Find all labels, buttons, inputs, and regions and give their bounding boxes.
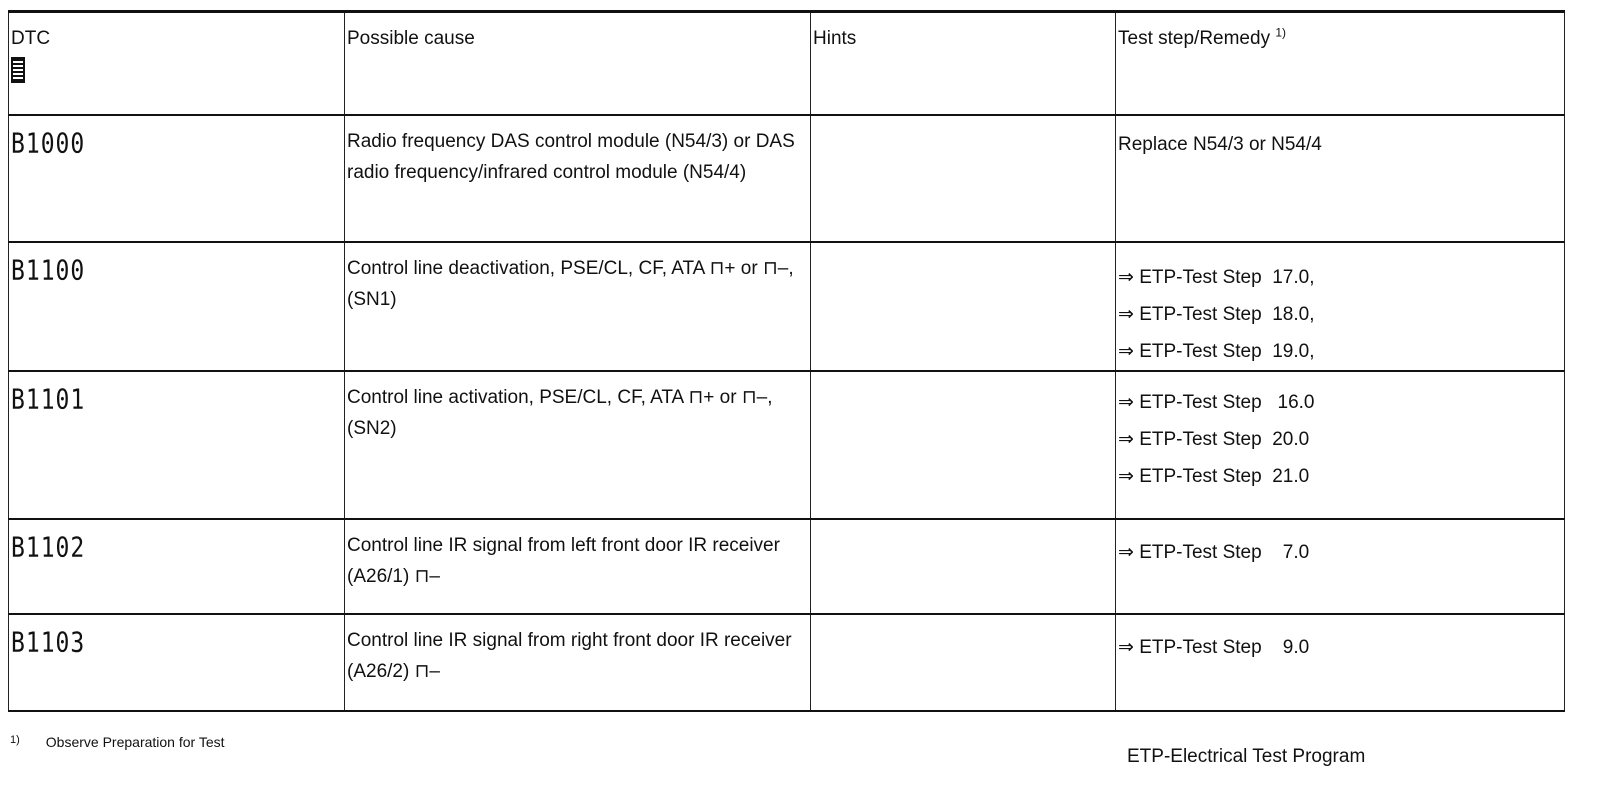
diagnosis-tester-icon: [11, 57, 25, 83]
dtc-code: B1000: [11, 127, 86, 160]
cause-text: Control line IR signal from right front door IR receiver (A26/2) ⊓–: [347, 629, 792, 682]
test-step-line: ⇒ ETP-Test Step 18.0,: [1118, 303, 1315, 325]
header-hints-label: Hints: [813, 28, 857, 49]
cause-text: Radio frequency DAS control module (N54/3) or DAS radio frequency/infrared control module (N54/4): [347, 130, 795, 183]
dtc-code: B1100: [11, 254, 86, 287]
test-step-line: ⇒ ETP-Test Step 16.0: [1118, 391, 1315, 413]
header-possible-cause-label: Possible cause: [347, 28, 475, 49]
etp-legend: ETP-Electrical Test Program: [1127, 746, 1366, 767]
header-dtc-label: DTC: [11, 28, 51, 49]
dtc-code: B1102: [11, 531, 86, 564]
header-test-step-label: Test step/Remedy: [1118, 28, 1271, 49]
cause-cell: [345, 371, 811, 519]
table-row: [9, 242, 1565, 371]
cause-cell: [345, 519, 811, 614]
cause-cell: [345, 614, 811, 711]
test-step-line: ⇒ ETP-Test Step 19.0,: [1118, 340, 1315, 362]
dtc-cell: [9, 371, 345, 519]
footnote: [10, 734, 225, 750]
footnote-mark: 1): [10, 734, 20, 746]
test-step-line: Replace N54/3 or N54/4: [1118, 133, 1322, 155]
table-row: [9, 115, 1565, 242]
hints-cell: [811, 371, 1116, 519]
test-step-line: ⇒ ETP-Test Step 21.0: [1118, 465, 1310, 487]
test-step-line: ⇒ ETP-Test Step 9.0: [1118, 636, 1310, 658]
footnote-text: Observe Preparation for Test: [45, 734, 225, 750]
steps-cell: [1116, 614, 1565, 711]
test-step-line: ⇒ ETP-Test Step 17.0,: [1118, 266, 1315, 288]
hints-cell: [811, 519, 1116, 614]
hints-cell: [811, 115, 1116, 242]
test-step-line: ⇒ ETP-Test Step 7.0: [1118, 541, 1310, 563]
cause-cell: [345, 115, 811, 242]
dtc-code: B1103: [11, 626, 86, 659]
header-dtc: [9, 12, 345, 115]
steps-cell: [1116, 519, 1565, 614]
steps-cell: [1116, 242, 1565, 371]
cause-text: Control line activation, PSE/CL, CF, ATA ⊓+ or ⊓–, (SN2): [347, 386, 773, 439]
hints-cell: [811, 614, 1116, 711]
table-row: [9, 371, 1565, 519]
cause-text: Control line deactivation, PSE/CL, CF, ATA ⊓+ or ⊓–, (SN1): [347, 257, 794, 310]
test-step-line: ⇒ ETP-Test Step 20.0: [1118, 428, 1310, 450]
cause-cell: [345, 242, 811, 371]
header-test-step: [1116, 12, 1565, 115]
cause-text: Control line IR signal from left front door IR receiver (A26/1) ⊓–: [347, 534, 780, 587]
steps-cell: [1116, 115, 1565, 242]
header-possible-cause: [345, 12, 811, 115]
steps-cell: [1116, 371, 1565, 519]
dtc-cell: [9, 242, 345, 371]
dtc-cell: [9, 519, 345, 614]
table-row: [9, 519, 1565, 614]
dtc-cell: [9, 115, 345, 242]
dtc-table: [8, 10, 1565, 712]
dtc-cell: [9, 614, 345, 711]
table-row: [9, 614, 1565, 711]
hints-cell: [811, 242, 1116, 371]
dtc-code: B1101: [11, 383, 86, 416]
table-header-row: [9, 12, 1565, 115]
header-hints: [811, 12, 1116, 115]
header-test-step-note: 1): [1275, 25, 1287, 40]
